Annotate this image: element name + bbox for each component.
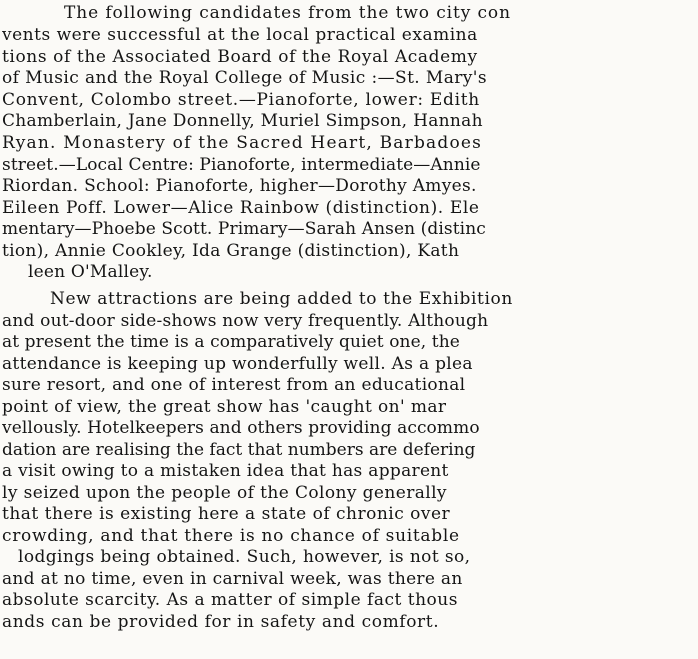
article-line: Eileen Poff. Lower—Alice Rainbow (distinction). Ele (2, 198, 480, 218)
article-line: street.—Local Centre: Pianoforte, intermediate—Annie (2, 155, 481, 175)
article-line: lodgings being obtained. Such, however, is not so, (18, 547, 471, 567)
article-line: ly seized upon the people of the Colony generally (2, 483, 447, 503)
article-line: attendance is keeping up wonderfully well. As a plea (2, 354, 473, 374)
article-line: dation are realising the fact that numbers are defering (2, 440, 476, 460)
article-line: and at no time, even in carnival week, was there an (2, 569, 463, 589)
article-line: point of view, the great show has 'caught on' mar (2, 397, 447, 417)
article-line: tions of the Associated Board of the Royal Academy (2, 47, 478, 67)
article-line: of Music and the Royal College of Music :—St. Mary's (2, 68, 487, 88)
article-line: a visit owing to a mistaken idea that has apparent (2, 461, 449, 481)
article-line: Riordan. School: Pianoforte, higher—Dorothy Amyes. (2, 176, 477, 196)
article-line: tion), Annie Cookley, Ida Grange (distinction), Kath (2, 241, 460, 261)
article-line: Ryan. Monastery of the Sacred Heart, Barbadoes (2, 133, 483, 153)
article-line: at present the time is a comparatively quiet one, the (2, 332, 460, 352)
article-line: mentary—Phoebe Scott. Primary—Sarah Ansen (distinc (2, 219, 486, 239)
article-line: New attractions are being added to the Exhibition (50, 289, 513, 309)
article-line: Chamberlain, Jane Donnelly, Muriel Simpson, Hannah (2, 111, 483, 131)
article-line: that there is existing here a state of chronic over (2, 504, 451, 524)
article-line: crowding, and that there is no chance of suitable (2, 526, 460, 546)
article-line: and out-door side-shows now very frequently. Although (2, 311, 489, 331)
article-line: The following candidates from the two city con (64, 3, 511, 23)
article-line: vents were successful at the local practical examina (2, 25, 478, 45)
article-line: ands can be provided for in safety and comfort. (2, 612, 440, 632)
article-line: vellously. Hotelkeepers and others providing accommo (2, 418, 480, 438)
article-line: leen O'Malley. (28, 262, 153, 282)
article-line: absolute scarcity. As a matter of simple fact thous (2, 590, 458, 610)
article-line: Convent, Colombo street.—Pianoforte, lower: Edith (2, 90, 480, 110)
article-line: sure resort, and one of interest from an educational (2, 375, 466, 395)
